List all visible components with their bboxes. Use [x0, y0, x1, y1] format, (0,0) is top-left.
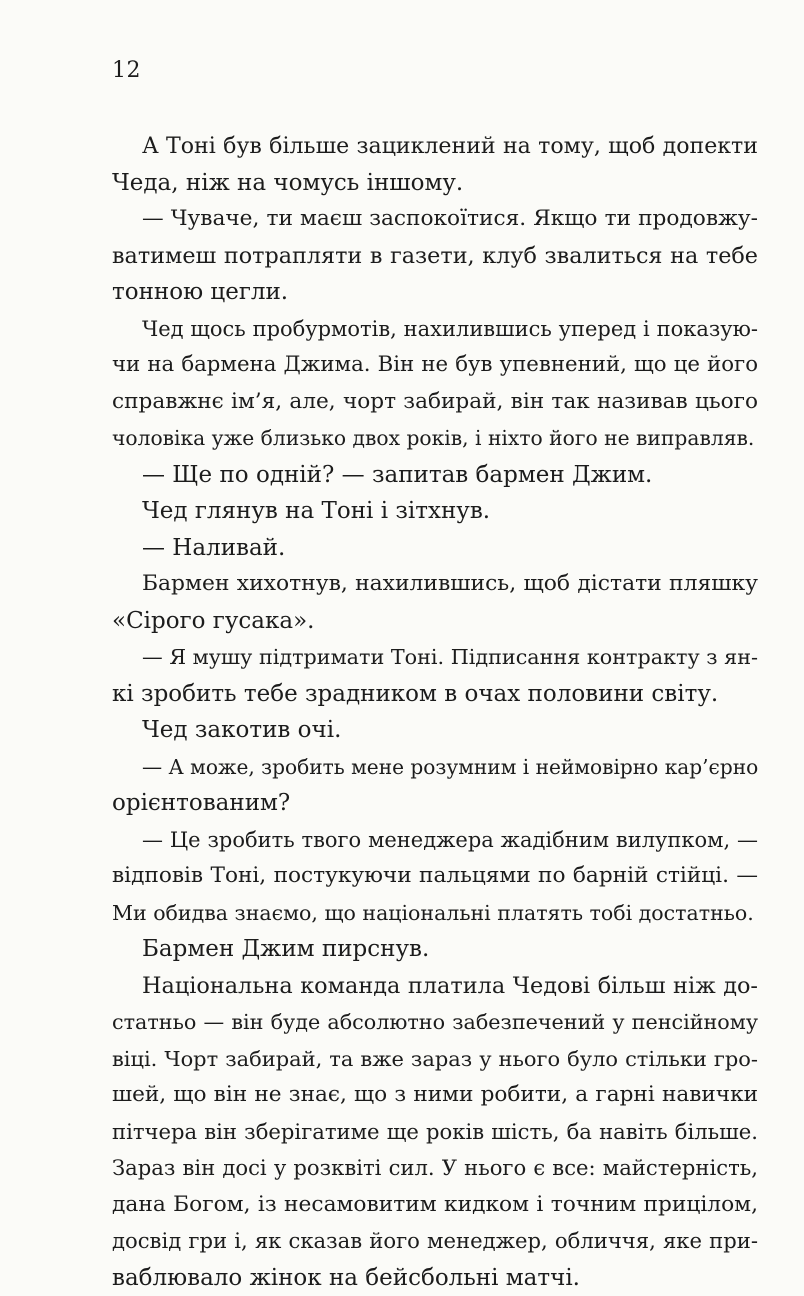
- text-line: віці. Чорт забирай, та вже зараз у нього було стільки гро-: [112, 1041, 758, 1078]
- text-line: тонною цегли.: [112, 274, 758, 311]
- text-line: Ми обидва знаємо, що національні платять тобі достатньо.: [112, 895, 758, 932]
- text-line: Національна команда платила Чедові більш ніж до-: [112, 968, 758, 1005]
- text-line: пітчера він зберігатиме ще років шість, ба навіть більше.: [112, 1114, 758, 1151]
- text-line: чи на бармена Джима. Він не був упевнений, що це його: [112, 347, 758, 384]
- text-line: Бармен Джим пирснув.: [112, 931, 758, 968]
- text-line: Бармен хихотнув, нахилившись, щоб дістати пляшку: [112, 566, 758, 603]
- text-line: — Я мушу підтримати Тоні. Підписання контракту з ян-: [112, 639, 758, 676]
- text-line: справжнє ім’я, але, чорт забирай, він так називав цього: [112, 384, 758, 421]
- text-line: орієнтованим?: [112, 785, 758, 822]
- text-line: «Сірого гусака».: [112, 603, 758, 640]
- text-line: — Чуваче, ти маєш заспокоїтися. Якщо ти продовжу-: [112, 201, 758, 238]
- text-line: — Це зробить твого менеджера жадібним вилупком, —: [112, 822, 758, 859]
- text-line: Чеда, ніж на чомусь іншому.: [112, 165, 758, 202]
- text-line: відповів Тоні, постукуючи пальцями по барній стійці. —: [112, 858, 758, 895]
- text-line: — Наливай.: [112, 530, 758, 567]
- text-line: дана Богом, із несамовитим кидком і точним прицілом,: [112, 1187, 758, 1224]
- text-line: Зараз він досі у розквіті сил. У нього є все: майстерність,: [112, 1150, 758, 1187]
- text-line: Чед щось пробурмотів, нахилившись уперед і показую-: [112, 311, 758, 348]
- text-line: — Ще по одній? — запитав бармен Джим.: [112, 457, 758, 494]
- text-line: А Тоні був більше зациклений на тому, щоб допекти: [112, 128, 758, 165]
- text-line: — А може, зробить мене розумним і неймовірно кар’єрно: [112, 749, 758, 786]
- text-line: ватимеш потрапляти в газети, клуб звалиться на тебе: [112, 238, 758, 275]
- text-line: статньо — він буде абсолютно забезпечений у пенсійному: [112, 1004, 758, 1041]
- page-number: 12: [112, 56, 141, 86]
- text-line: ваблювало жінок на бейсбольні матчі.: [112, 1260, 758, 1296]
- text-line: Чед глянув на Тоні і зітхнув.: [112, 493, 758, 530]
- text-line: шей, що він не знає, що з ними робити, а гарні навички: [112, 1077, 758, 1114]
- text-line: чоловіка уже близько двох років, і ніхто його не виправляв.: [112, 420, 758, 457]
- text-line: досвід гри і, як сказав його менеджер, обличчя, яке при-: [112, 1223, 758, 1260]
- text-line: Чед закотив очі.: [112, 712, 758, 749]
- body-text: [112, 128, 758, 1296]
- text-line: кі зробить тебе зрадником в очах половини світу.: [112, 676, 758, 713]
